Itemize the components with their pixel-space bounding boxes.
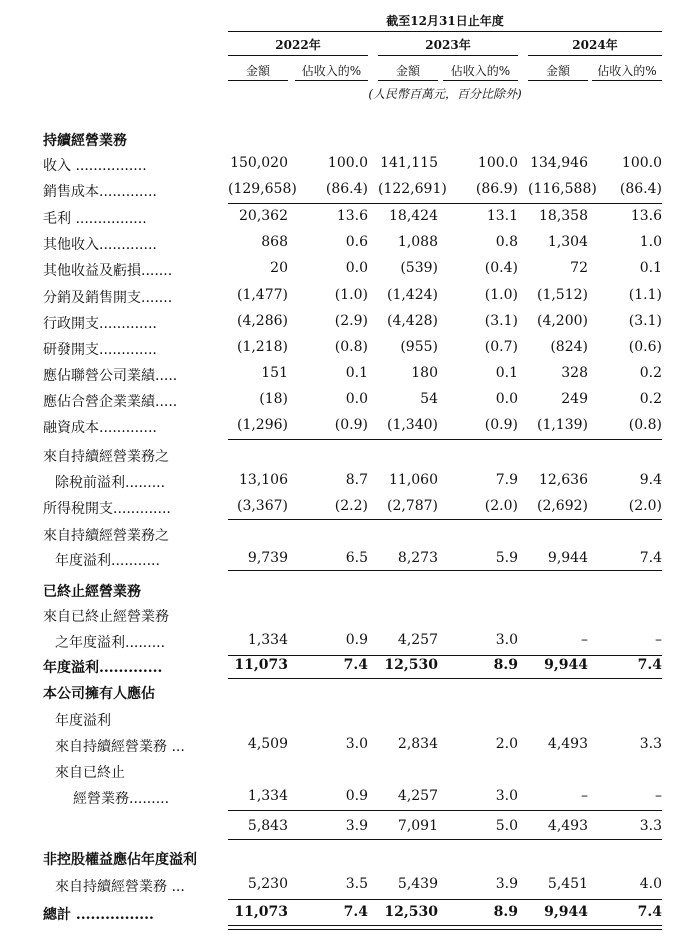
percent-cell: 7.4 [637, 904, 662, 920]
year-rule-2024 [528, 55, 662, 56]
row-cont-profit [0, 550, 700, 576]
amount-cell: (1,218) [236, 339, 288, 355]
row-distribution [0, 287, 700, 313]
row-cont-profit-label1 [0, 525, 700, 551]
amount-cell: 8,273 [397, 550, 438, 566]
percent-cell: 8.9 [493, 904, 518, 920]
amount-cell: 1,088 [397, 234, 438, 250]
row-tax [0, 498, 700, 524]
amount-cell: (2,692) [536, 498, 588, 514]
amount-cell: 72 [570, 260, 588, 276]
row-owners-sub [0, 710, 700, 736]
percent-cell: 7.4 [637, 657, 662, 673]
year-2022: 2022年 [275, 38, 321, 52]
amount-cell: 12,530 [384, 657, 438, 673]
percent-cell: (0.8) [334, 339, 368, 355]
row-label: 所得稅開支............. [43, 501, 171, 517]
amount-cell: 4,257 [397, 632, 438, 648]
row-revenue [0, 155, 700, 181]
percent-cell: 3.0 [345, 736, 368, 752]
row-pbt-label1 [0, 446, 700, 472]
amount-cell: (1,424) [386, 287, 438, 303]
amount-cell: (4,428) [386, 313, 438, 329]
amount-cell: 4,257 [397, 788, 438, 804]
amount-cell: 9,944 [544, 904, 588, 920]
percent-cell: 7.4 [639, 550, 662, 566]
percent-cell: 0.0 [495, 391, 518, 407]
total-double-underline [228, 925, 662, 930]
row-label: 其他收入............. [43, 237, 157, 253]
row-other-gains [0, 260, 700, 286]
percent-cell: 13.1 [486, 208, 518, 224]
percent-cell: (0.8) [628, 417, 662, 433]
amount-cell: (955) [400, 339, 438, 355]
percent-cell: 100.0 [621, 155, 662, 171]
percent-cell: (1.0) [334, 287, 368, 303]
row-rnd [0, 339, 700, 365]
amount-cell: 11,073 [234, 657, 288, 673]
percent-cell: (2.2) [334, 498, 368, 514]
row-gross [0, 208, 700, 234]
row-label: 銷售成本............. [43, 184, 157, 200]
percent-cell: 0.2 [639, 365, 662, 381]
year-2024: 2024年 [572, 38, 618, 52]
row-pbt [0, 472, 700, 498]
col-amount-2023: 金額 [395, 64, 420, 78]
percent-cell: (0.4) [484, 260, 518, 276]
amount-cell: 5,230 [247, 876, 288, 892]
amount-cell: (4,200) [536, 313, 588, 329]
period-header: 截至12月31日止年度 [386, 14, 504, 28]
percent-cell: (86.9) [475, 181, 518, 197]
amount-cell: (116,588) [528, 181, 597, 197]
profit-year-underline [228, 678, 662, 679]
percent-cell: 9.4 [639, 472, 662, 488]
percent-cell: 100.0 [477, 155, 518, 171]
amount-cell: 20 [270, 260, 288, 276]
row-label: 來自持續經營業務之 [43, 528, 169, 544]
amount-cell: (824) [550, 339, 588, 355]
year-rule-2023 [378, 55, 518, 56]
amount-cell: 1,334 [247, 788, 288, 804]
percent-cell: 3.3 [639, 818, 662, 834]
percent-cell: (86.4) [325, 181, 368, 197]
percent-cell: 0.6 [345, 234, 368, 250]
percent-cell: 0.0 [345, 260, 368, 276]
percent-cell: (86.4) [619, 181, 662, 197]
col-rule-a24 [528, 80, 588, 81]
col-rule-a23 [378, 80, 438, 81]
amount-cell: (2,787) [386, 498, 438, 514]
section-nci: 非控股權益應佔年度溢利 [43, 852, 197, 868]
row-other-income [0, 234, 700, 260]
percent-cell: (2.0) [484, 498, 518, 514]
year-2023: 2023年 [425, 38, 471, 52]
row-label: 應佔合營企業業績..... [43, 394, 178, 410]
amount-cell: (1,477) [236, 287, 288, 303]
row-label: 來自持續經營業務 ... [55, 739, 185, 755]
percent-cell: 6.5 [345, 550, 368, 566]
row-disc-label1 [0, 606, 700, 632]
percent-cell: 0.8 [495, 234, 518, 250]
amount-cell: 134,946 [530, 155, 588, 171]
percent-cell: (0.7) [484, 339, 518, 355]
amount-cell: (539) [400, 260, 438, 276]
percent-cell: (1.0) [484, 287, 518, 303]
percent-cell: 3.5 [345, 876, 368, 892]
percent-cell: 1.0 [639, 234, 662, 250]
percent-cell: 0.2 [639, 391, 662, 407]
amount-cell: 18,358 [539, 208, 588, 224]
amount-cell: 4,493 [547, 818, 588, 834]
section-continuing: 持續經營業務 [43, 133, 127, 149]
row-label: 之年度溢利......... [55, 635, 166, 651]
percent-cell: 7.4 [343, 657, 368, 673]
amount-cell: (4,286) [236, 313, 288, 329]
amount-cell: – [581, 788, 588, 804]
row-label: 行政開支............. [43, 316, 157, 332]
amount-cell: 9,739 [247, 550, 288, 566]
percent-cell: 0.1 [345, 365, 368, 381]
amount-cell: 12,636 [539, 472, 588, 488]
amount-cell: (129,658) [228, 181, 297, 197]
amount-cell: 180 [411, 365, 438, 381]
amount-cell: 5,439 [397, 876, 438, 892]
amount-cell: 12,530 [384, 904, 438, 920]
percent-cell: 0.1 [639, 260, 662, 276]
row-associates [0, 365, 700, 391]
row-owners-total [0, 818, 700, 844]
cont-profit-underline [228, 570, 662, 571]
amount-cell: 868 [261, 234, 288, 250]
percent-cell: 0.9 [345, 788, 368, 804]
row-label: 來自已終止 [55, 765, 125, 781]
percent-cell: (3.1) [628, 313, 662, 329]
col-rule-p24 [592, 80, 662, 81]
amount-cell: 1,304 [547, 234, 588, 250]
col-rule-p22 [295, 80, 368, 81]
percent-cell: – [655, 632, 662, 648]
row-jv [0, 391, 700, 417]
section-discontinued: 已終止經營業務 [43, 584, 141, 600]
section-owners: 本公司擁有人應佔 [43, 686, 155, 702]
percent-cell: 7.9 [495, 472, 518, 488]
percent-cell: 0.9 [345, 632, 368, 648]
amount-cell: 249 [561, 391, 588, 407]
row-label: 應佔聯營公司業績..... [43, 368, 178, 384]
amount-cell: 18,424 [389, 208, 438, 224]
amount-cell: 151 [261, 365, 288, 381]
percent-cell: 13.6 [336, 208, 368, 224]
amount-cell: 11,060 [389, 472, 438, 488]
percent-cell: 5.0 [495, 818, 518, 834]
amount-cell: 11,073 [234, 904, 288, 920]
row-label: 毛利 ................ [43, 211, 147, 227]
amount-cell: 141,115 [380, 155, 438, 171]
percent-cell: (0.9) [334, 417, 368, 433]
row-label: 來自已終止經營業務 [43, 609, 169, 625]
amount-cell: (1,296) [236, 417, 288, 433]
row-label: 來自持續經營業務 ... [55, 879, 185, 895]
percent-cell: 0.1 [495, 365, 518, 381]
year-rule-2022 [228, 55, 368, 56]
row-label: 來自持續經營業務之 [43, 449, 169, 465]
disc-profit-underline [228, 655, 662, 656]
col-rule-a22 [228, 80, 288, 81]
owners-disc-underline [228, 810, 662, 811]
amount-cell: 7,091 [397, 818, 438, 834]
percent-cell: 100.0 [327, 155, 368, 171]
col-pct-2022: 佔收入的% [301, 64, 362, 78]
row-label: 年度溢利........... [55, 553, 160, 569]
percent-cell: 4.0 [639, 876, 662, 892]
header-rule [228, 31, 662, 32]
row-owners-cont [0, 736, 700, 762]
unit-note: (人民幣百萬元，百分比除外) [368, 87, 522, 101]
amount-cell: 5,451 [547, 876, 588, 892]
percent-cell: 8.9 [493, 657, 518, 673]
percent-cell: 8.7 [345, 472, 368, 488]
row-label: 經營業務......... [73, 791, 170, 807]
row-label: 分銷及銷售開支....... [43, 290, 173, 306]
amount-cell: 54 [420, 391, 438, 407]
percent-cell: 3.3 [639, 736, 662, 752]
amount-cell: (3,367) [236, 498, 288, 514]
finance-underline [228, 439, 662, 440]
percent-cell: 0.0 [345, 391, 368, 407]
col-rule-p23 [443, 80, 518, 81]
amount-cell: 13,106 [239, 472, 288, 488]
row-label: 融資成本............. [43, 420, 157, 436]
percent-cell: 13.6 [630, 208, 662, 224]
amount-cell: 9,944 [544, 657, 588, 673]
row-owners-disc-label1 [0, 762, 700, 788]
col-amount-2022: 金額 [245, 64, 270, 78]
row-label: 總計 ................ [43, 907, 154, 923]
amount-cell: 4,493 [547, 736, 588, 752]
amount-cell: 4,509 [247, 736, 288, 752]
nci-underline [228, 899, 662, 900]
amount-cell: 1,334 [247, 632, 288, 648]
row-profit-year [0, 657, 700, 683]
percent-cell: 3.0 [495, 632, 518, 648]
amount-cell: – [581, 632, 588, 648]
amount-cell: 20,362 [239, 208, 288, 224]
owners-total-underline [228, 839, 662, 840]
row-admin [0, 313, 700, 339]
col-pct-2024: 佔收入的% [597, 64, 657, 78]
col-pct-2023: 佔收入的% [450, 64, 511, 78]
cost-underline [228, 203, 662, 204]
tax-underline [228, 519, 662, 520]
row-label: 收入 ................ [43, 158, 147, 174]
amount-cell: (1,139) [536, 417, 588, 433]
col-amount-2024: 金額 [545, 64, 570, 78]
amount-cell: 150,020 [230, 155, 288, 171]
percent-cell: 3.9 [345, 818, 368, 834]
row-label: 年度溢利............. [43, 660, 163, 676]
row-label: 年度溢利 [55, 713, 111, 729]
percent-cell: (0.6) [628, 339, 662, 355]
amount-cell: 5,843 [247, 818, 288, 834]
row-label: 研發開支............. [43, 342, 157, 358]
row-label: 其他收益及虧損....... [43, 263, 173, 279]
percent-cell: 7.4 [343, 904, 368, 920]
amount-cell: 328 [561, 365, 588, 381]
percent-cell: 3.9 [495, 876, 518, 892]
amount-cell: (1,512) [536, 287, 588, 303]
percent-cell: (2.9) [334, 313, 368, 329]
percent-cell: (0.9) [484, 417, 518, 433]
amount-cell: (1,340) [386, 417, 438, 433]
percent-cell: (2.0) [628, 498, 662, 514]
percent-cell: 5.9 [495, 550, 518, 566]
percent-cell: (3.1) [484, 313, 518, 329]
percent-cell: 2.0 [495, 736, 518, 752]
amount-cell: 2,834 [397, 736, 438, 752]
percent-cell: (1.1) [628, 287, 662, 303]
amount-cell: 9,944 [547, 550, 588, 566]
row-label: 除稅前溢利......... [55, 475, 166, 491]
percent-cell: 3.0 [495, 788, 518, 804]
percent-cell: – [655, 788, 662, 804]
amount-cell: (122,691) [378, 181, 447, 197]
amount-cell: (18) [259, 391, 288, 407]
